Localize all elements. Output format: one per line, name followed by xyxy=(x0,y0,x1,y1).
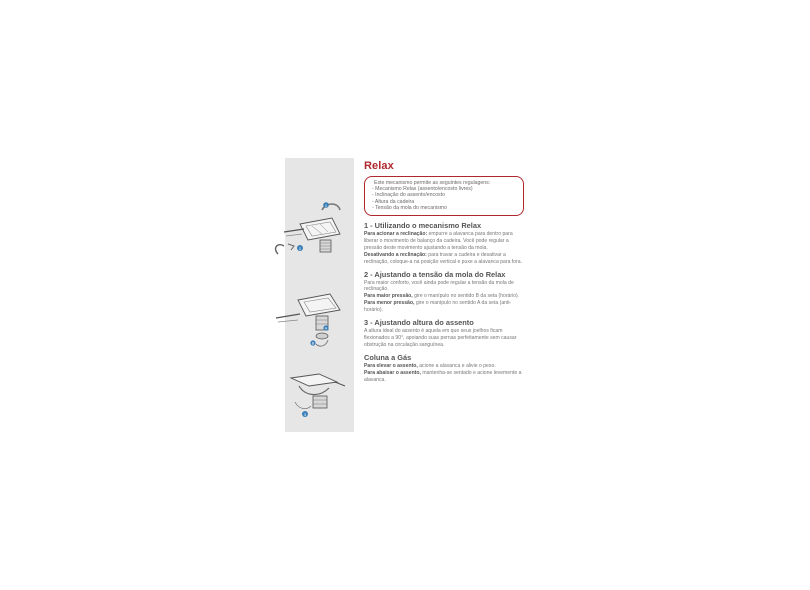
gas-text-1: acione a alavanca e alivie o peso. xyxy=(417,362,496,369)
section-1-bold-1: Para acionar a reclinação: xyxy=(364,231,428,238)
gas-column-heading: Coluna a Gás xyxy=(364,352,412,362)
section-1-bold-2: Desativando a reclinação: xyxy=(364,251,427,258)
gas-bold-1: Para elevar o assento, xyxy=(364,362,418,369)
section-2-heading: 2 - Ajustando a tensão da mola do Relax xyxy=(364,269,506,279)
section-1-text-1: empurre a alavanca para dentro para liberar o movimento de balanço da cadeira. Você pode regular a pressão deste movimento ajustando a tensão da mola. xyxy=(364,231,513,251)
section-2-bold-1: Para maior pressão, xyxy=(364,293,413,300)
section-1-heading: 1 - Utilizando o mecanismo Relax xyxy=(364,221,482,231)
regulations-intro: Este mecanismo permite as seguintes regulagens: xyxy=(374,180,491,186)
marker-B-label: B xyxy=(311,341,315,346)
section-2-intro: Para maior conforto, você ainda pode regular a tensão da mola de reclinação. xyxy=(364,279,514,293)
gas-text-2: mantenha-se sentado e acione levemente a alavanca. xyxy=(364,369,522,383)
marker-3-label: 3 xyxy=(303,411,307,417)
section-2-paragraph-1 xyxy=(364,293,524,300)
regulations-box xyxy=(364,176,524,216)
section-2-text-2: gire o manípulo no sentido A da seta (anti-horário). xyxy=(364,300,512,314)
marker-2-top-label: 2 xyxy=(298,245,302,251)
section-1-text-2: para travar a cadeira e desativar a reclinação, coloque-a na posição vertical e puxe a alavanca para fora. xyxy=(364,251,523,265)
regulation-item: - Inclinação do assento/encosto xyxy=(372,192,445,199)
illustration-panel xyxy=(285,158,354,432)
section-2-paragraph-2 xyxy=(364,300,524,314)
instructions-column xyxy=(364,160,524,384)
gas-column-illustration xyxy=(279,370,359,420)
regulation-item: - Tensão da mola do mecanismo xyxy=(372,204,447,211)
section-2-bold-2: Para menor pressão, xyxy=(364,300,415,307)
marker-1-label: 1 xyxy=(324,202,328,208)
marker-A-label: A xyxy=(324,326,328,331)
gas-bold-2: Para abaixar o assento, xyxy=(364,369,421,376)
gas-paragraph-2 xyxy=(364,370,524,384)
section-2-text-1: gire o manípulo no sentido B da seta (horário). xyxy=(412,293,520,300)
section-3-paragraph: A altura ideal do assento é aquela em que seus joelhos ficam flexionados a 90°, apoiando suas pernas perfeitamente sem causar obstrução na circulação sanguínea. xyxy=(364,328,517,348)
regulation-item: - Mecanismo Relax (assento/encosto livres) xyxy=(372,186,473,193)
section-1-paragraph-1 xyxy=(364,231,524,252)
section-3-heading: 3 - Ajustando altura do assento xyxy=(364,318,474,328)
section-1-paragraph-2 xyxy=(364,252,524,266)
mechanism-relax-illustration xyxy=(270,196,360,271)
page-title: Relax xyxy=(364,160,394,172)
regulation-item: - Altura da cadeira xyxy=(372,198,415,205)
gas-paragraph-1 xyxy=(364,363,524,370)
spring-tension-illustration xyxy=(270,288,360,363)
